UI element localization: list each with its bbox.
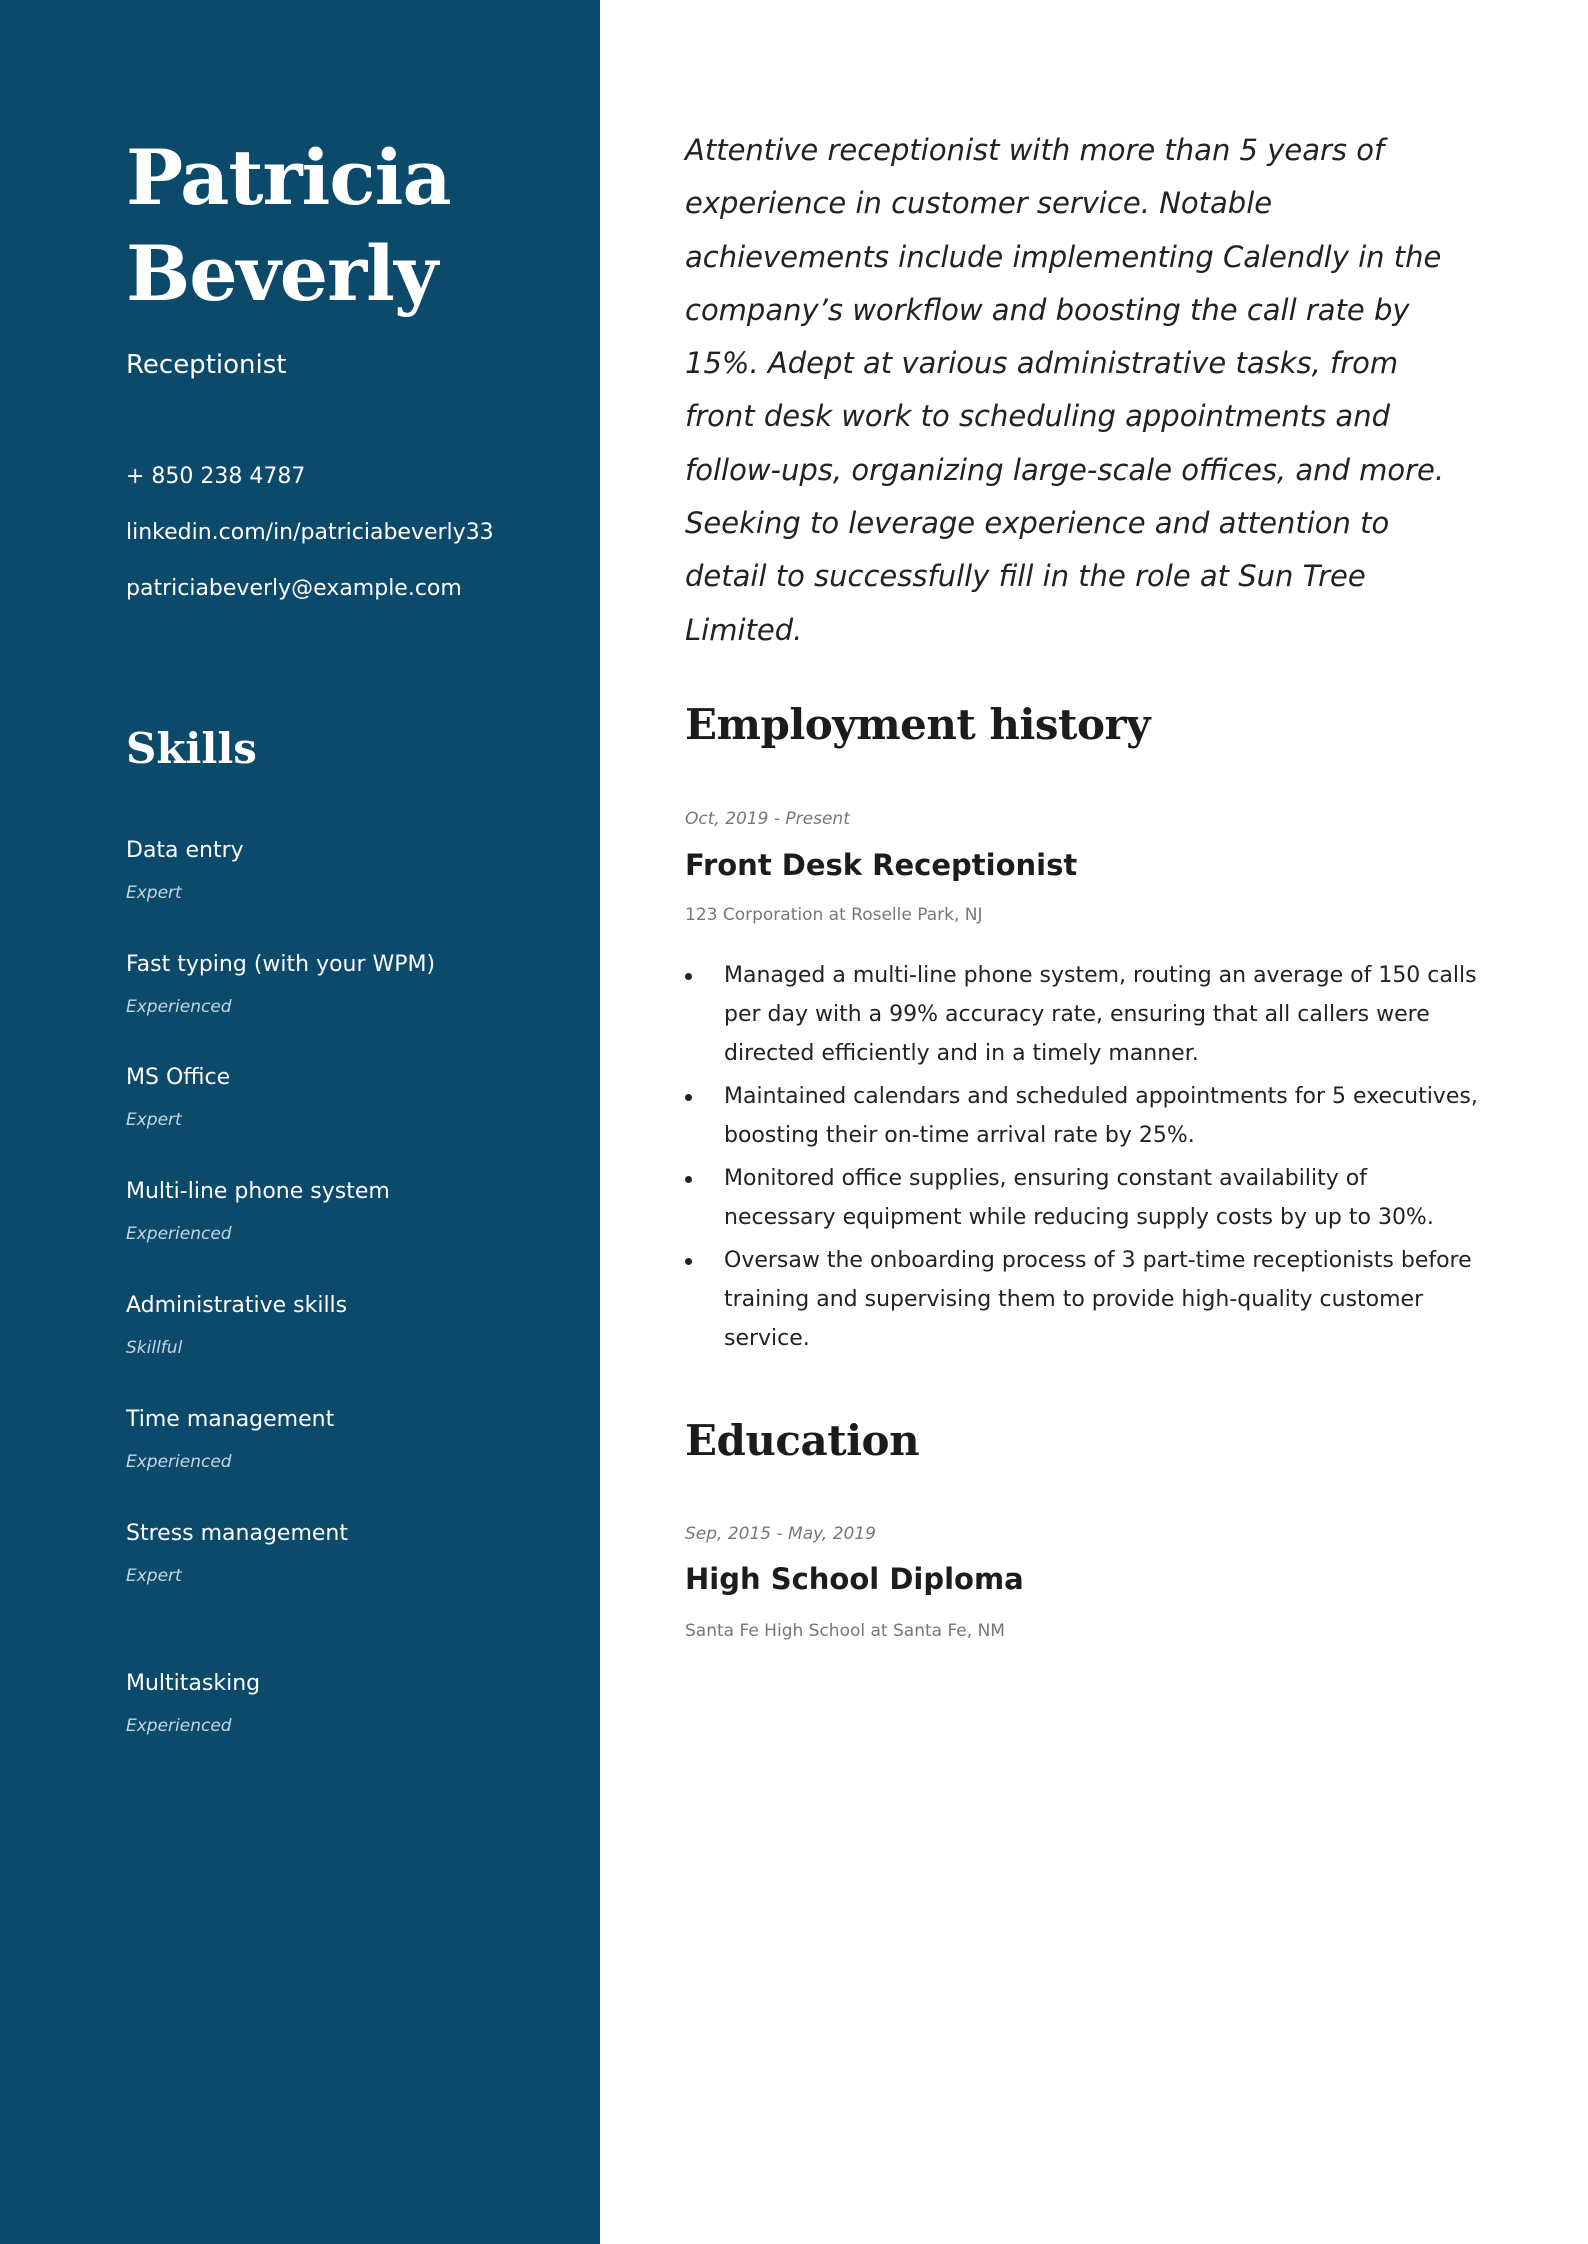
last-name: Beverly <box>126 229 438 318</box>
employment-bullet <box>685 1241 1485 1358</box>
employment-bullet <box>685 1159 1485 1237</box>
employment-job-title: Front Desk Receptionist <box>685 848 1078 882</box>
employment-heading: Employment history <box>685 700 1150 749</box>
bullet-icon <box>685 1176 692 1183</box>
employment-company: 123 Corporation at Roselle Park, NJ <box>685 905 983 925</box>
skill-level: Experienced <box>126 1452 232 1472</box>
bullet-text: Managed a multi-line phone system, routing an average of 150 calls per day with a 99% accuracy rate, ensuring that all callers were directed efficiently and in a timely manner. <box>724 963 1477 1066</box>
skills-heading: Skills <box>126 724 257 773</box>
education-degree: High School Diploma <box>685 1562 1024 1596</box>
employment-bullets <box>685 956 1485 1362</box>
skill-item <box>126 1291 347 1359</box>
bullet-icon <box>685 973 692 980</box>
education-school: Santa Fe High School at Santa Fe, NM <box>685 1621 1005 1641</box>
skill-item <box>126 1177 390 1245</box>
employment-dates: Oct, 2019 - Present <box>685 809 850 829</box>
sidebar <box>0 0 600 2244</box>
bullet-text: Oversaw the onboarding process of 3 part-time receptionists before training and supervising them to provide high-quality customer service. <box>724 1248 1472 1351</box>
bullet-icon <box>685 1094 692 1101</box>
skill-name: Multitasking <box>126 1671 261 1696</box>
employment-bullet <box>685 956 1485 1073</box>
skill-name: Data entry <box>126 838 244 863</box>
skill-level: Expert <box>126 1110 182 1130</box>
skill-item <box>126 1063 230 1131</box>
skill-level: Expert <box>126 1566 182 1586</box>
bullet-text: Maintained calendars and scheduled appointments for 5 executives, boosting their on-time arrival rate by 25%. <box>724 1084 1478 1148</box>
skill-item <box>126 836 244 904</box>
candidate-name <box>126 130 451 322</box>
skill-name: Fast typing (with your WPM) <box>126 952 436 977</box>
first-name: Patricia <box>126 133 451 222</box>
phone-number: + 850 238 4787 <box>126 464 306 489</box>
email-link[interactable]: patriciabeverly@example.com <box>126 576 462 601</box>
contact-info <box>126 460 494 628</box>
bullet-text: Monitored office supplies, ensuring constant availability of necessary equipment while reducing supply costs by up to 30%. <box>724 1166 1434 1230</box>
skill-item <box>126 1669 260 1737</box>
education-heading: Education <box>685 1416 920 1465</box>
profile-summary: Attentive receptionist with more than 5 years of experience in customer service. Notable achievements include implementing Calendly in the company’s workflow and boosting the call rate by 15%. Adept at various administrative tasks, from front desk work to scheduling appointments and follow-ups, organizing large-scale offices, and more. Seeking to leverage experience and attention to detail to successfully fill in the role at Sun Tree Limited. <box>685 133 1445 647</box>
linkedin-link[interactable]: linkedin.com/in/patriciabeverly33 <box>126 520 494 545</box>
main-content <box>685 0 1505 2244</box>
skill-item <box>126 1405 334 1473</box>
bullet-icon <box>685 1258 692 1265</box>
skill-item <box>126 950 435 1018</box>
skill-name: Stress management <box>126 1521 348 1546</box>
employment-bullet <box>685 1077 1485 1155</box>
skill-level: Skillful <box>126 1338 183 1358</box>
skill-name: MS Office <box>126 1065 231 1090</box>
skill-level: Experienced <box>126 997 232 1017</box>
skill-level: Experienced <box>126 1716 232 1736</box>
education-dates: Sep, 2015 - May, 2019 <box>685 1524 876 1544</box>
skill-level: Experienced <box>126 1224 232 1244</box>
skill-name: Administrative skills <box>126 1293 348 1318</box>
job-title: Receptionist <box>126 350 287 380</box>
skill-item <box>126 1519 348 1587</box>
skill-level: Expert <box>126 883 182 903</box>
skill-name: Multi-line phone system <box>126 1179 390 1204</box>
skill-name: Time management <box>126 1407 335 1432</box>
